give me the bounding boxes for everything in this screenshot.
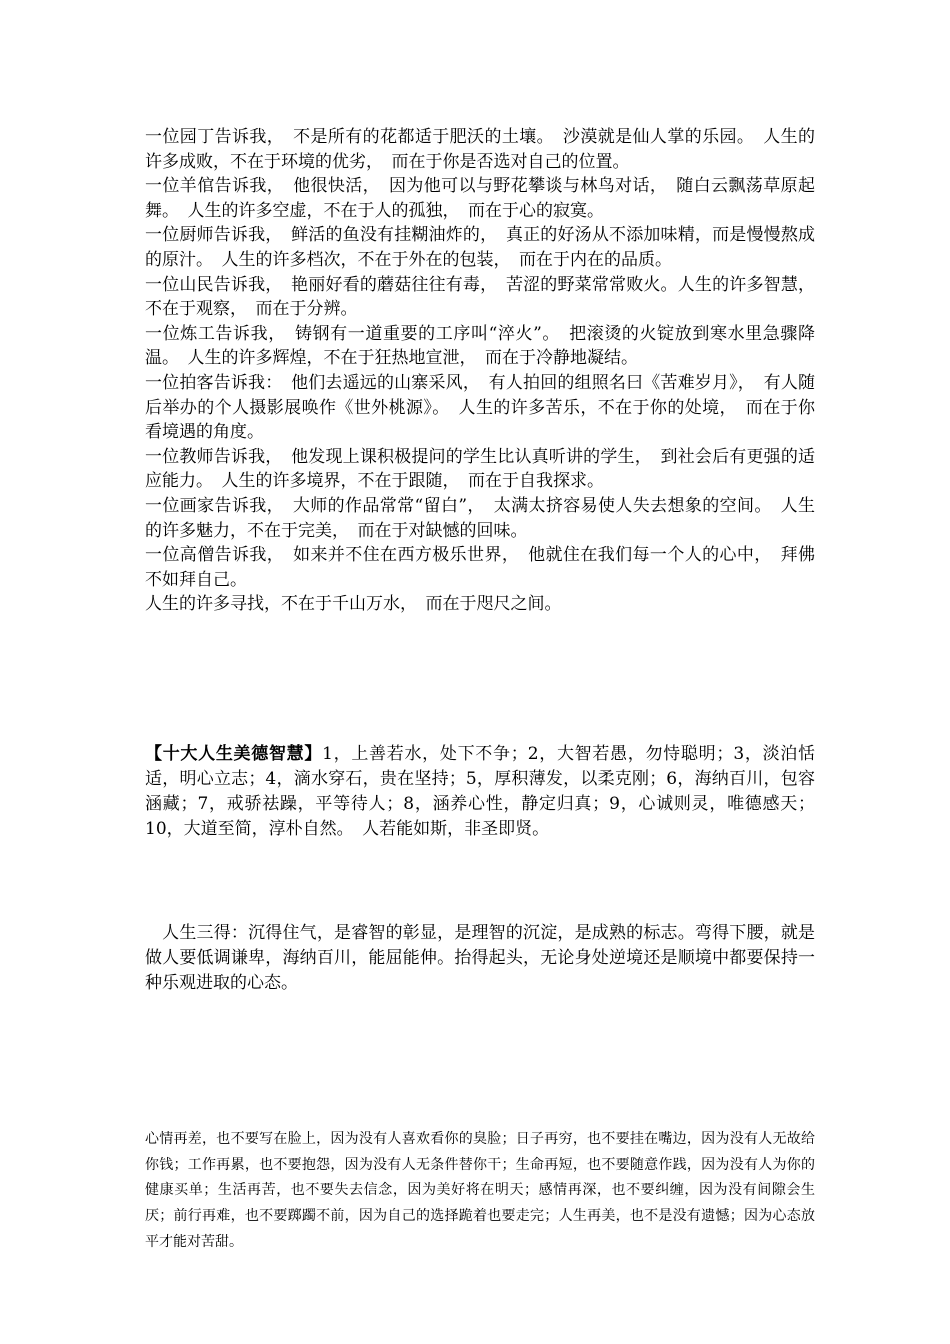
paragraph-shepherd: 一位羊倌告诉我， 他很快活， 因为他可以与野花攀谈与林鸟对话， 随白云飘荡草原起舞。 人生的许多空虚，不在于人的孤独， 而在于心的寂寞。 <box>145 176 815 221</box>
three-gains-paragraph: 人生三得：沉得住气，是睿智的彰显，是理智的沉淀，是成熟的标志。弯得下腰，就是做人要低调谦卑，海纳百川，能屈能伸。抬得起头，无论身处逆境还是顺境中都要保持一种乐观进取的心态。 <box>145 923 815 993</box>
paragraph-conclusion: 人生的许多寻找，不在于千山万水， 而在于咫尺之间。 <box>145 594 562 615</box>
paragraph-smelter: 一位炼工告诉我， 铸钢有一道重要的工序叫“淬火”。 把滚烫的火锭放到寒水里急骤降温。 人生的许多辉煌，不在于狂热地宣泄， 而在于冷静地凝结。 <box>145 323 815 369</box>
paragraph-gardener: 一位园丁告诉我， 不是所有的花都适于肥沃的土壤。 沙漠就是仙人掌的乐园。 人生的许多成败，不在于环境的优劣， 而在于你是否选对自己的位置。 <box>145 127 815 172</box>
virtues-paragraph <box>145 742 815 842</box>
paragraph-painter: 一位画家告诉我， 大师的作品常常“留白”， 太满太挤容易使人失去想象的空间。 人生的许多魅力，不在于完美， 而在于对缺憾的回味。 <box>145 495 815 541</box>
paragraph-chef: 一位厨师告诉我， 鲜活的鱼没有挂糊油炸的， 真正的好汤从不添加味精，而是慢慢熬成的原汁。 人生的许多档次，不在于外在的包装， 而在于内在的品质。 <box>145 225 815 270</box>
story-section <box>145 125 815 617</box>
virtues-heading: 【十大人生美德智慧】 <box>145 744 323 764</box>
mood-paragraph: 心情再差，也不要写在脸上，因为没有人喜欢看你的臭脸；日子再穷，也不要挂在嘴边，因为没有人无故给你钱；工作再累，也不要抱怨，因为没有人无条件替你干；生命再短，也不要随意作践，因为没有人为你的健康买单；生活再苦，也不要失去信念，因为美好将在明天；感情再深，也不要纠缠，因为没有间隙会生厌；前行再难，也不要踯躅不前，因为自己的选择跪着也要走完；人生再美，也不是没有遗憾；因为心态放平才能对苦甜。 <box>145 1131 815 1250</box>
paragraph-mountaineer: 一位山民告诉我， 艳丽好看的蘑菇往往有毒， 苦涩的野菜常常败火。人生的许多智慧，不在于观察， 而在于分辨。 <box>145 274 815 320</box>
mood-section <box>145 1127 815 1256</box>
paragraph-photographer: 一位拍客告诉我： 他们去遥远的山寨采风， 有人拍回的组照名曰《苦难岁月》， 有人随后举办的个人摄影展唤作《世外桃源》。 人生的许多苦乐，不在于你的处境， 而在于你看境遇的角度。 <box>145 372 815 443</box>
paragraph-teacher: 一位教师告诉我， 他发现上课积极提问的学生比认真听讲的学生， 到社会后有更强的适应能力。 人生的许多境界，不在于跟随， 而在于自我探求。 <box>145 446 815 492</box>
virtues-text: 1，上善若水，处下不争；2，大智若愚，勿恃聪明；3，淡泊恬适，明心立志；4，滴水穿石，贵在坚持；5，厚积薄发，以柔克刚；6，海纳百川，包容涵藏；7，戒骄祛躁，平等待人；8，涵养心性，静定归真；9，心诚则灵，唯德感天；10，大道至简，淳朴自然。 人若能如斯，非圣即贤。 <box>145 744 816 839</box>
virtues-section <box>145 742 815 842</box>
three-gains-section <box>145 921 815 996</box>
paragraph-monk: 一位高僧告诉我， 如来并不住在西方极乐世界， 他就住在我们每一个人的心中， 拜佛不如拜自己。 <box>145 545 815 590</box>
